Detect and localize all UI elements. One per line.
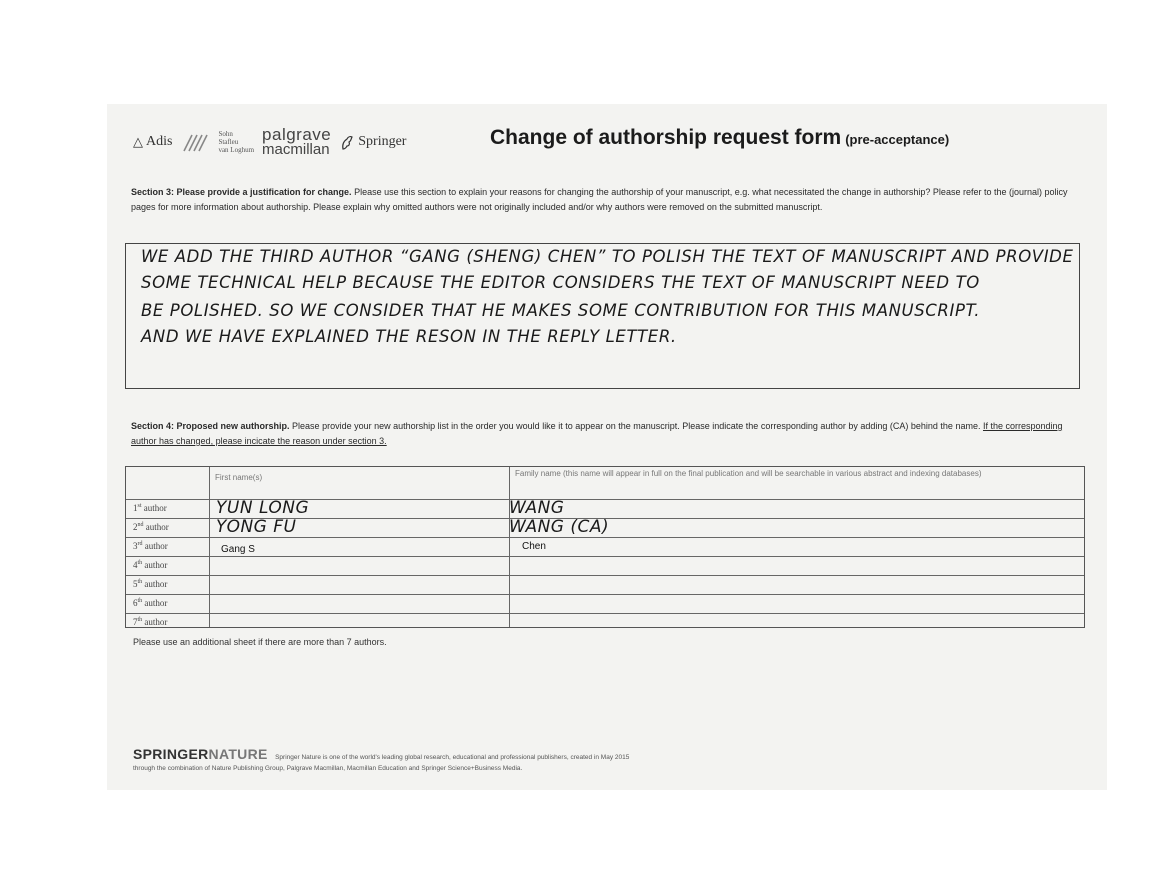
row-number: 2 [133, 522, 138, 532]
row-label-4 [133, 560, 167, 570]
authorship-table [125, 466, 1085, 628]
author-2-first-name: YONG FU [216, 517, 297, 537]
palgrave-text: palgrave [262, 125, 332, 144]
justification-line-4: AND WE HAVE EXPLAINED THE RESON IN THE REPLY LETTER. [141, 327, 677, 346]
row-label-5 [133, 579, 167, 589]
springer-nature-footer [133, 746, 629, 764]
author-3-first-name: Gang S [221, 544, 255, 555]
triangle-icon: △ [133, 134, 143, 149]
nature-wordmark: NATURE [208, 746, 268, 762]
footer-description-1: Springer Nature is one of the world's leading global research, educational and professional publishers, created in May 2015 [275, 754, 630, 761]
springer-wordmark: SPRINGER [133, 746, 209, 762]
author-1-first-name: YUN LONG [216, 498, 310, 518]
palgrave-macmillan-logo [262, 127, 331, 157]
row-ordinal: th [137, 560, 143, 566]
section4-text: Please provide your new authorship list in the order you would like it to appear on the manuscript. Please indicate the corresponding author by adding (CA) behind the name. [292, 421, 981, 431]
row-divider [126, 556, 1084, 557]
row-divider [126, 594, 1084, 595]
form-title-main: Change of authorship request form [490, 126, 842, 149]
publisher-logos [133, 122, 406, 162]
author-1-family-name: WANG [509, 498, 565, 518]
row-ordinal: rd [137, 541, 143, 547]
row-ordinal: th [137, 617, 143, 623]
row-number: 5 [133, 579, 138, 589]
springer-logo-text: Springer [358, 134, 407, 149]
row-label-text: author [144, 579, 168, 589]
form-title [490, 126, 949, 150]
row-number: 7 [133, 617, 138, 627]
row-number: 6 [133, 598, 138, 608]
row-label-text: author [144, 617, 168, 627]
justification-line-3: BE POLISHED. SO WE CONSIDER THAT HE MAKES SOME CONTRIBUTION FOR THIS MANUSCRIPT. [141, 301, 981, 320]
section3-heading: Section 3: Please provide a justification for change. [131, 187, 352, 197]
bohn-stafleu-logo [182, 130, 254, 154]
justification-line-1: WE ADD THE THIRD AUTHOR “GANG (SHENG) CHEN” TO POLISH THE TEXT OF MANUSCRIPT AND PROVIDE [141, 247, 1074, 266]
section3-instructions [131, 185, 1079, 215]
column-divider [509, 467, 510, 627]
sfl-word-2: Stafleu [218, 138, 239, 146]
footer-description-2: through the combination of Nature Publishing Group, Palgrave Macmillan, Macmillan Education and Springer Science+Business Media. [133, 765, 523, 772]
row-ordinal: nd [137, 522, 144, 528]
section4-underlined-note: If the corresponding author has changed, please incicate the reason under section 3. [131, 421, 1063, 446]
row-divider [126, 537, 1084, 538]
row-number: 4 [133, 560, 138, 570]
springer-horse-icon [339, 133, 355, 151]
section4-instructions [131, 419, 1079, 449]
sfl-word-1: Sohn [218, 130, 233, 138]
row-label-1 [133, 503, 167, 513]
row-label-2 [133, 522, 169, 532]
row-number: 1 [133, 503, 138, 513]
row-label-text: author [145, 522, 169, 532]
row-divider [126, 613, 1084, 614]
column-header-first-name: First name(s) [215, 473, 263, 482]
author-2-family-name: WANG (CA) [509, 517, 610, 537]
row-divider [126, 575, 1084, 576]
row-number: 3 [133, 541, 138, 551]
row-label-7 [133, 617, 167, 627]
justification-line-2: SOME TECHNICAL HELP BECAUSE THE EDITOR CONSIDERS THE TEXT OF MANUSCRIPT NEED TO [141, 273, 980, 292]
column-header-family-name: Family name (this name will appear in full on the final publication and will be searchable in various abstract and indexing databases) [515, 469, 982, 478]
row-ordinal: th [137, 598, 143, 604]
section4-heading: Section 4: Proposed new authorship. [131, 421, 290, 431]
row-label-text: author [143, 503, 167, 513]
macmillan-text: macmillan [262, 141, 330, 158]
column-divider [209, 467, 210, 627]
row-ordinal: th [137, 579, 143, 585]
row-label-6 [133, 598, 167, 608]
springer-logo [339, 133, 406, 151]
row-label-text: author [144, 598, 168, 608]
row-label-text: author [144, 541, 168, 551]
adis-logo [133, 134, 172, 150]
additional-sheet-note: Please use an additional sheet if there are more than 7 authors. [133, 637, 387, 647]
form-title-suffix: (pre-acceptance) [845, 132, 950, 147]
author-3-family-name: Chen [522, 541, 546, 552]
adis-logo-text: Adis [146, 134, 173, 149]
row-ordinal: st [137, 503, 142, 509]
sfl-word-3: van Loghum [218, 146, 255, 154]
row-label-3 [133, 541, 168, 551]
section3-text: Please use this section to explain your reasons for changing the authorship of your manuscript, e.g. what necessitated the change in authorship? Please refer to the (journal) policy pages for more information about authorship. Please explain why omitted authors were not originally included and/or why authors were removed on the submitted manuscript. [131, 187, 1068, 212]
row-label-text: author [144, 560, 168, 570]
stripes-icon [182, 131, 212, 153]
